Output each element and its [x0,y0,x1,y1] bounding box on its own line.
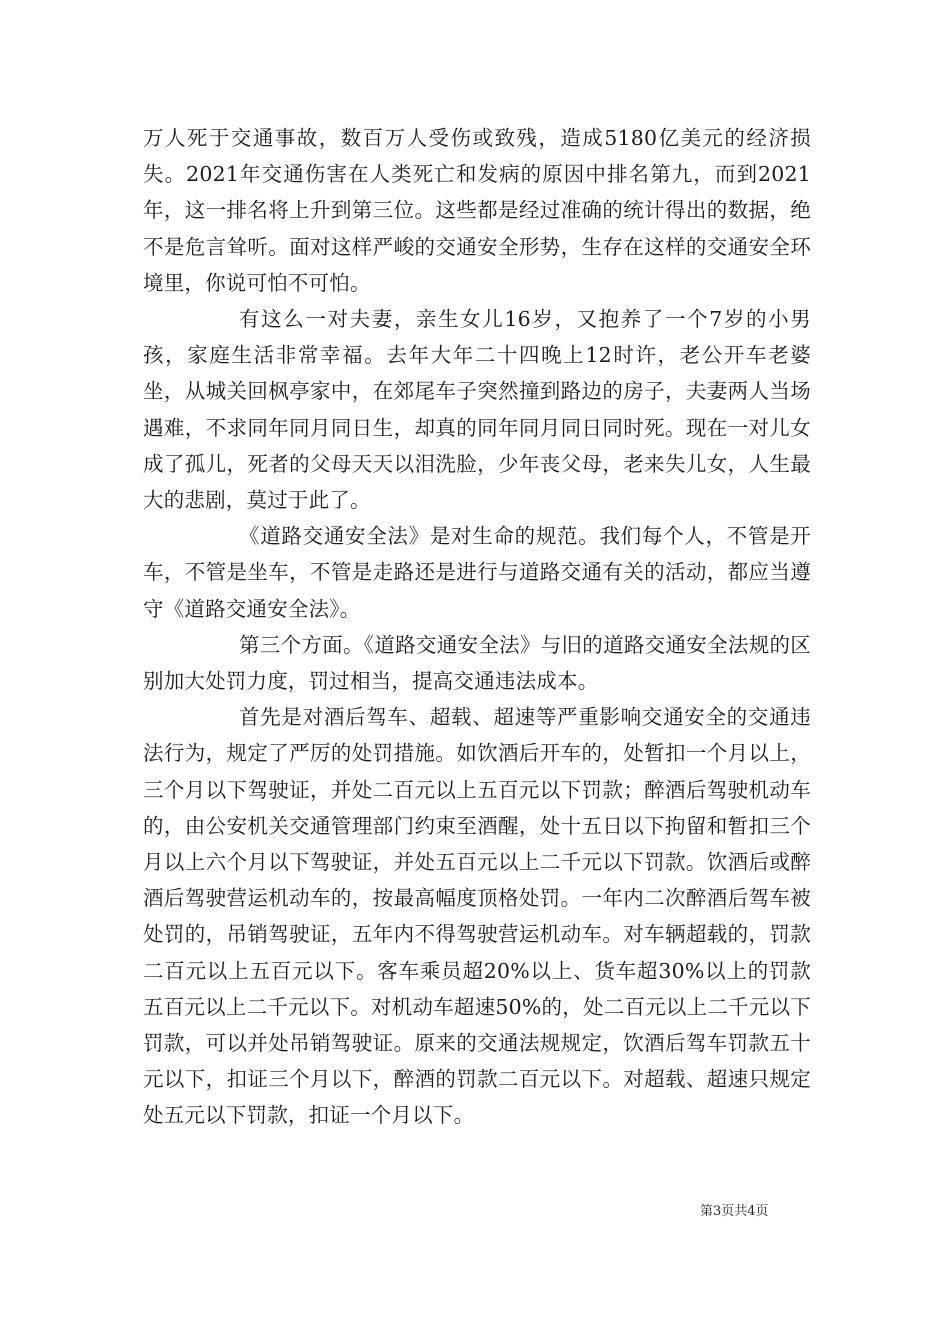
document-body [143,120,811,1134]
page-number-footer: 第3页共4页 [700,1204,769,1219]
paragraph-couple-story: 有这么一对夫妻，亲生女儿16岁，又抱养了一个7岁的小男孩，家庭生活非常幸福。去年大年二十四晚上12时许，老公开车老婆坐，从城关回枫亭家中，在郊尾车子突然撞到路边的房子，夫妻两人当场遇难，不求同年同月同日生，却真的同年同月同日同时死。现在一对儿女成了孤儿，死者的父母天天以泪洗脸，少年丧父母，老来失儿女，人生最大的悲剧，莫过于此了。 [143,307,811,513]
paragraph-law-norm: 《道路交通安全法》是对生命的规范。我们每个人，不管是开车，不管是坐车，不管是走路还是进行与道路交通有关的活动，都应当遵守《道路交通安全法》。 [143,524,811,621]
paragraph-penalties: 首先是对酒后驾车、超载、超速等严重影响交通安全的交通违法行为，规定了严厉的处罚措施。如饮酒后开车的，处暂扣一个月以上，三个月以下驾驶证，并处二百元以上五百元以下罚款；醉酒后驾驶机动车的，由公安机关交通管理部门约束至酒醒，处十五日以下拘留和暂扣三个月以上六个月以下驾驶证，并处五百元以上二千元以下罚款。饮酒后或醉酒后驾驶营运机动车的，按最高幅度顶格处罚。一年内二次醉酒后驾车被处罚的，吊销驾驶证，五年内不得驾驶营运机动车。对车辆超载的，罚款二百元以上五百元以下。客车乘员超20%以上、货车超30%以上的罚款五百元以上二千元以下。对机动车超速50%的，处二百元以上二千元以下罚款，可以并处吊销驾驶证。原来的交通法规规定，饮酒后驾车罚款五十元以下，扣证三个月以下，醉酒的罚款二百元以下。对超载、超速只规定处五元以下罚款，扣证一个月以下。 [143,705,811,1128]
paragraph-third-aspect: 第三个方面。《道路交通安全法》与旧的道路交通安全法规的区别加大处罚力度，罚过相当，提高交通违法成本。 [143,632,811,694]
paragraph-statistics: 万人死于交通事故，数百万人受伤或致残，造成5180亿美元的经济损失。2021年交通伤害在人类死亡和发病的原因中排名第九，而到2021年，这一排名将上升到第三位。这些都是经过准确的统计得出的数据，绝不是危言耸听。面对这样严峻的交通安全形势，生存在这样的交通安全环境里，你说可怕不可怕。 [143,126,811,295]
